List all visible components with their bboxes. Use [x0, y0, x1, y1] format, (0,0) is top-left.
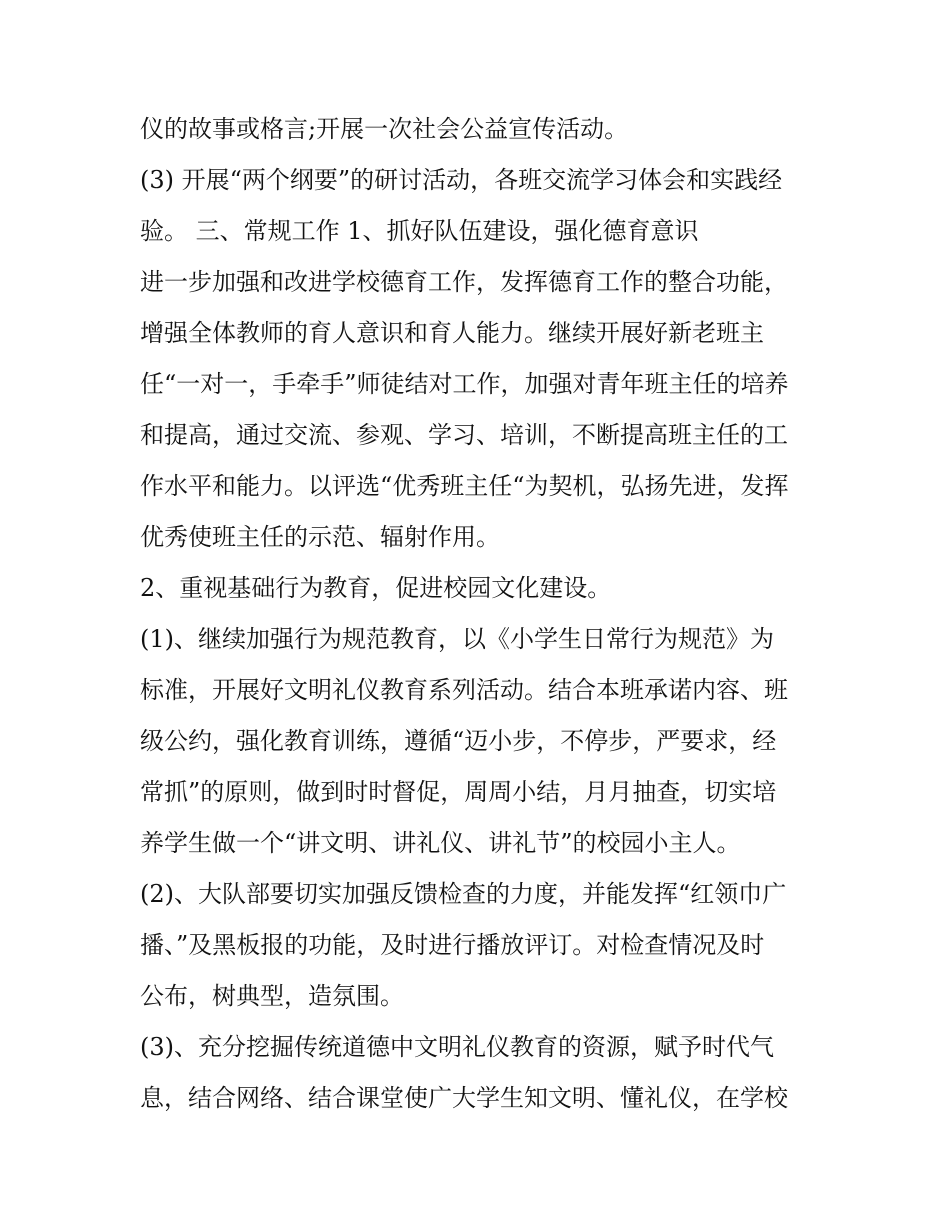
text-line-2: (3) 开展“两个纲要”的研讨活动，各班交流学习体会和实践经 — [140, 166, 783, 194]
document-body — [140, 104, 820, 1124]
text-line-4: 进一步加强和改进学校德育工作，发挥德育工作的整合功能， — [140, 268, 788, 296]
text-line-10: 2、重视基础行为教育，促进校园文化建设。 — [140, 574, 612, 602]
text-line-3: 验。 三、常规工作 1、抓好队伍建设，强化德育意识 — [140, 217, 699, 245]
text-line-18: 公布，树典型，造氛围。 — [140, 982, 404, 1010]
text-line-16: (2)、大队部要切实加强反馈检查的力度，并能发挥“红领巾广 — [140, 880, 787, 908]
text-line-7: 和提高，通过交流、参观、学习、培训，不断提高班主任的工 — [140, 421, 788, 449]
text-line-12: 标准，开展好文明礼仪教育系列活动。结合本班承诺内容、班 — [140, 676, 788, 704]
text-line-11: (1)、继续加强行为规范教育，以《小学生日常行为规范》为 — [140, 625, 774, 653]
text-line-5: 增强全体教师的育人意识和育人能力。继续开展好新老班主 — [140, 319, 764, 347]
text-line-8: 作水平和能力。以评选“优秀班主任“为契机，弘扬先进，发挥 — [140, 472, 789, 500]
text-line-14: 常抓”的原则，做到时时督促，周周小结，月月抽查，切实培 — [140, 778, 777, 806]
text-line-15: 养学生做一个“讲文明、讲礼仪、讲礼节”的校园小主人。 — [140, 829, 741, 857]
text-line-1: 仪的故事或格言;开展一次社会公益宣传活动。 — [140, 115, 629, 143]
text-line-6: 任“一对一，手牵手”师徒结对工作，加强对青年班主任的培养 — [140, 370, 789, 398]
text-line-9: 优秀使班主任的示范、辐射作用。 — [140, 523, 500, 551]
text-line-19: (3)、充分挖掘传统道德中文明礼仪教育的资源，赋予时代气 — [140, 1033, 774, 1061]
text-line-20: 息，结合网络、结合课堂使广大学生知文明、懂礼仪，在学校 — [140, 1084, 788, 1112]
text-line-17: 播、”及黑板报的功能，及时进行播放评订。对检查情况及时 — [140, 931, 765, 959]
text-line-13: 级公约，强化教育训练，遵循“迈小步，不停步，严要求，经 — [140, 727, 777, 755]
